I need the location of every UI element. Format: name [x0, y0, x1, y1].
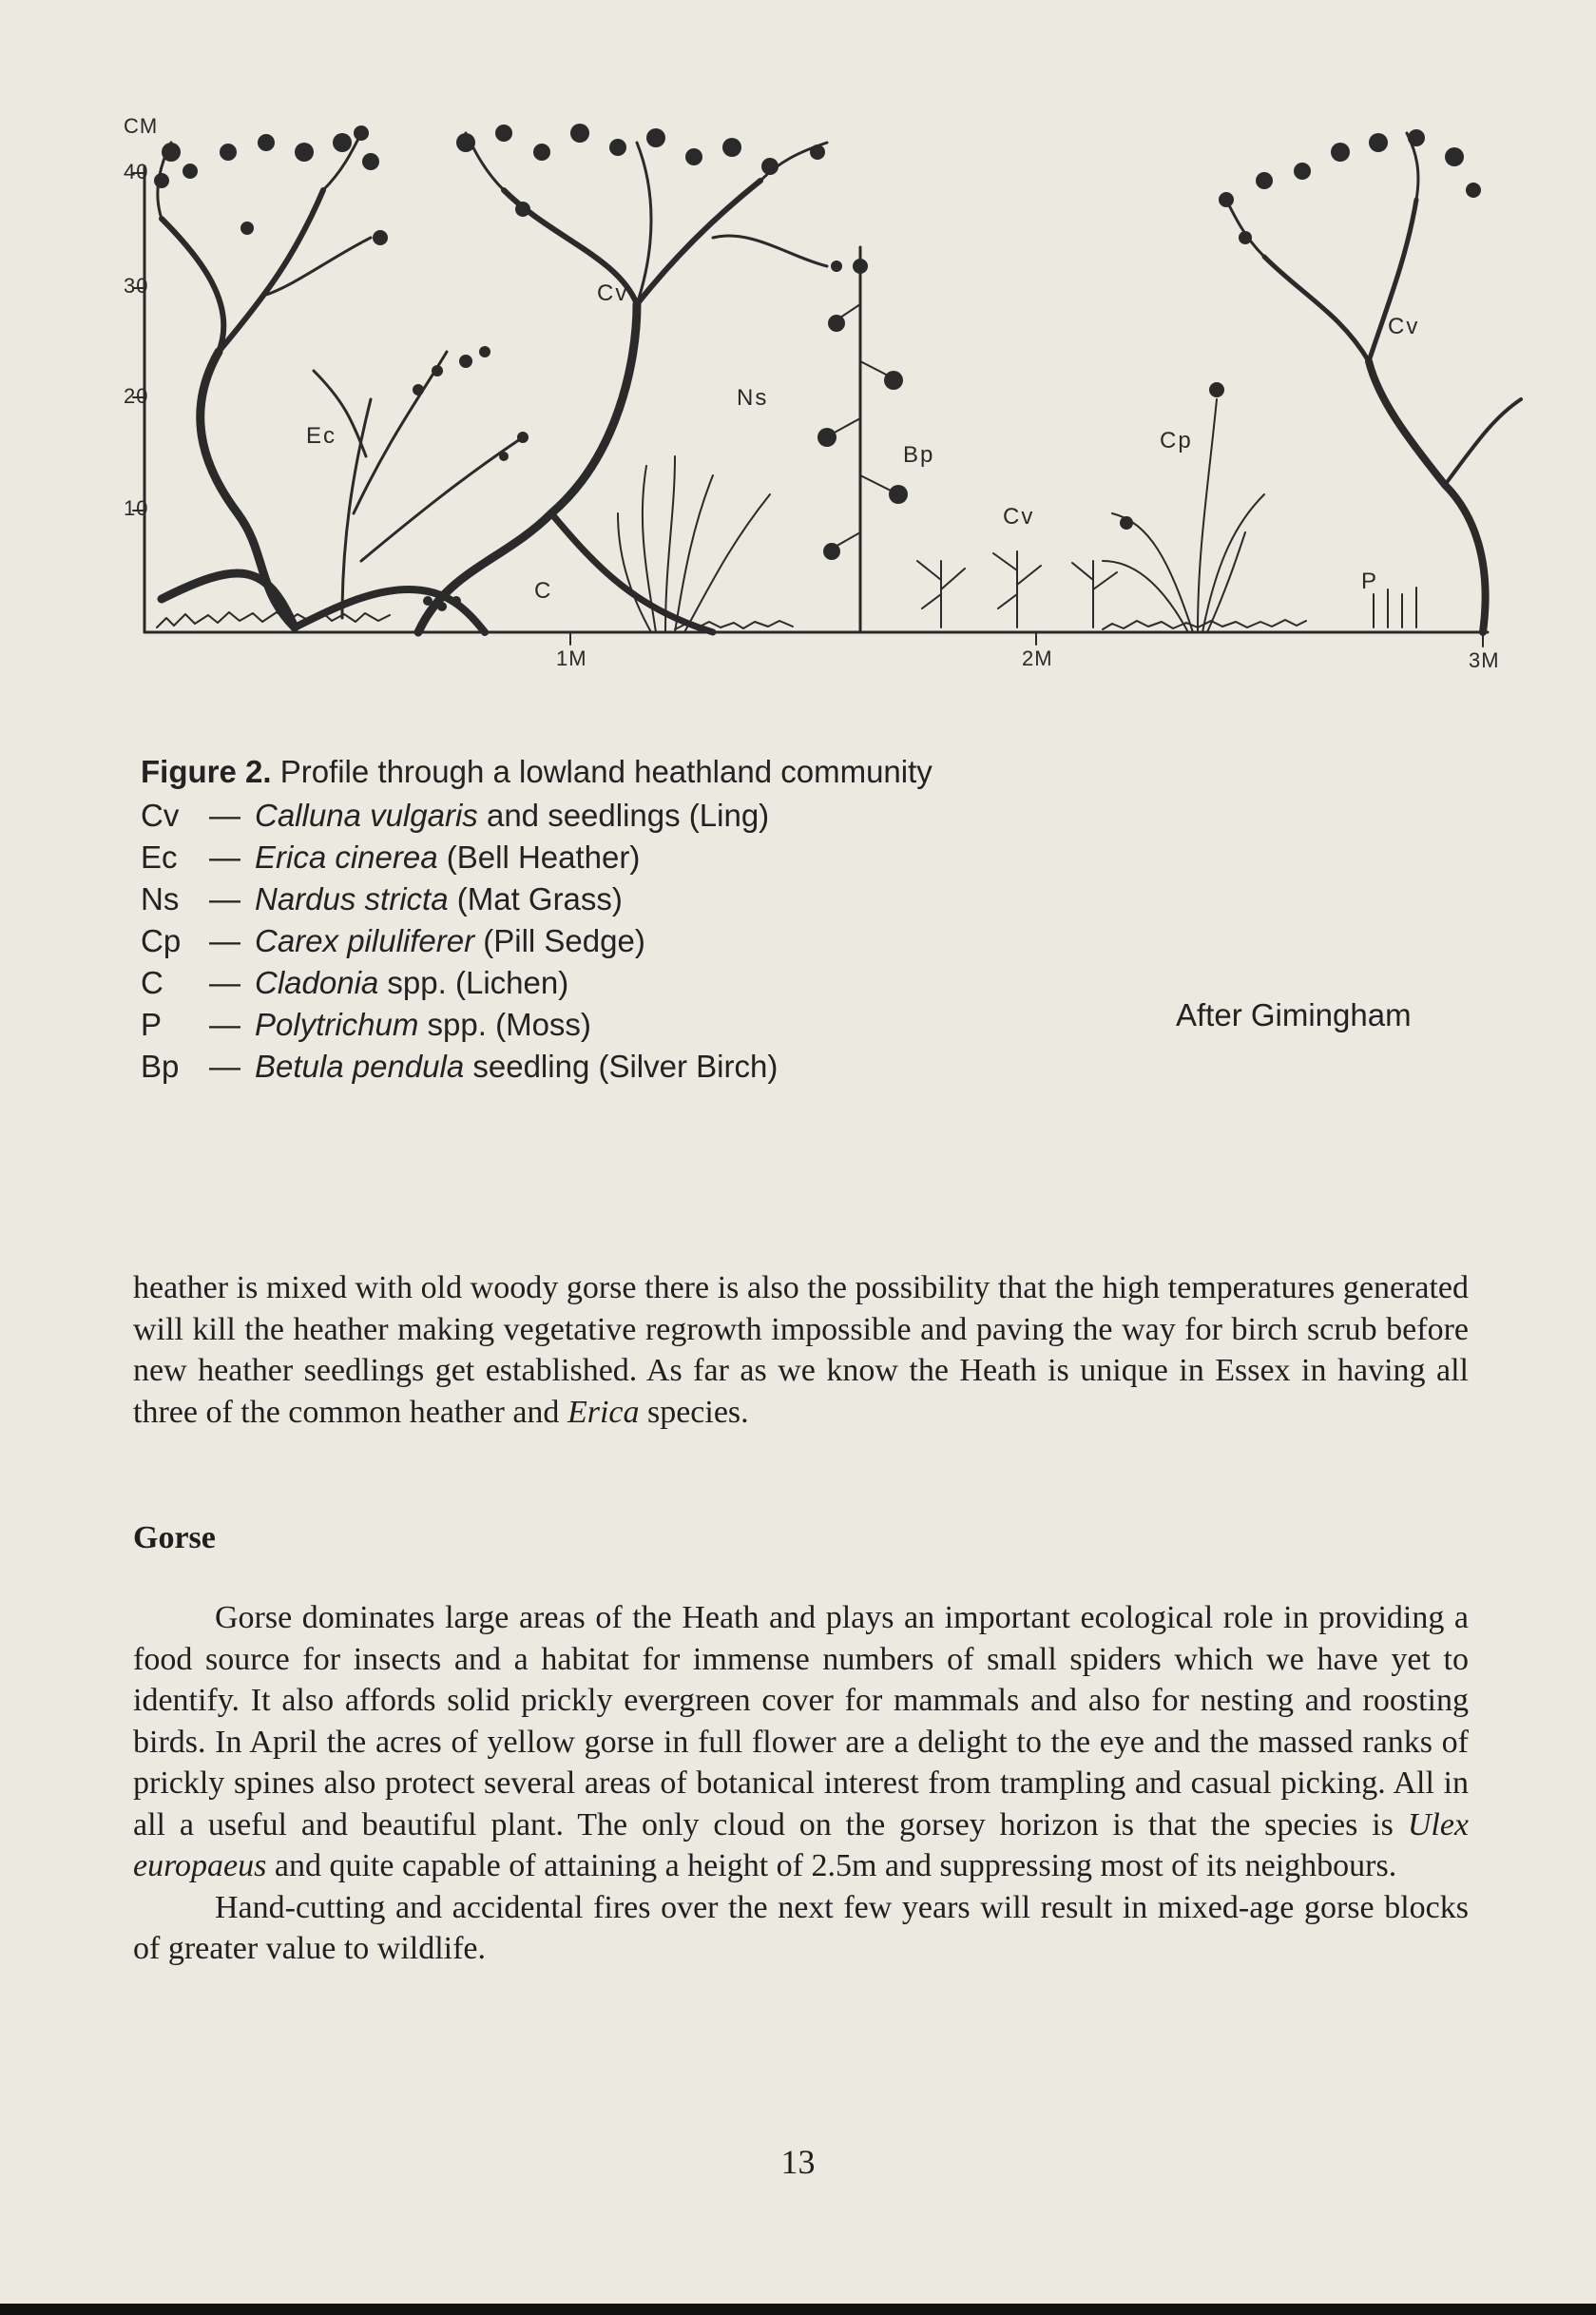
body-paragraph	[133, 1597, 1469, 1970]
label-bp: Bp	[903, 442, 935, 468]
key-species-name: Carex piluliferer	[255, 923, 475, 958]
x-tick-3m: 3M	[1469, 648, 1500, 672]
y-tick-10: 10	[124, 496, 149, 520]
figure-caption	[141, 751, 1490, 1088]
label-c: C	[534, 578, 553, 604]
key-species-name: Cladonia	[255, 965, 379, 1000]
heathland-profile-figure	[105, 114, 1549, 685]
paragraph-text: Hand-cutting and accidental fires over the next few years will result in mixed-age gorse blocks of greater value to wildlife.	[133, 1889, 1469, 1966]
key-species-name: Betula pendula	[255, 1049, 465, 1084]
label-cp: Cp	[1160, 428, 1193, 453]
caption-title-text: Profile through a lowland heathland community	[271, 754, 933, 789]
key-dash: —	[209, 839, 240, 875]
key-code: Ns	[141, 881, 180, 916]
key-common-name: (Bell Heather)	[437, 839, 641, 875]
key-common-name: spp. (Moss)	[418, 1007, 591, 1042]
key-dash: —	[209, 1007, 240, 1042]
x-tick-2m: 2M	[1022, 646, 1053, 670]
key-common-name: seedling (Silver Birch)	[464, 1049, 779, 1084]
caption-title	[141, 751, 1490, 793]
key-species-name: Polytrichum	[255, 1007, 419, 1042]
key-species-name: Calluna vulgaris	[255, 798, 478, 833]
key-code: Bp	[141, 1049, 180, 1084]
paragraph-text: heather is mixed with old woody gorse there is also the possibility that the high temperatures generated will kill the heather making vegetative regrowth impossible and paving the way for birch scrub before new heather seedlings get established. As far as we know the Heath is unique in Essex in having all three of the common heather and	[133, 1270, 1469, 1430]
y-tick-20: 20	[124, 384, 149, 408]
scan-bottom-edge	[0, 2304, 1596, 2315]
italic-species: Ulex europaeus	[133, 1806, 1469, 1883]
key-code: Cp	[141, 923, 182, 958]
page-number: 13	[780, 2143, 816, 2181]
axis-unit-label: CM	[124, 114, 159, 138]
label-cv-1: Cv	[597, 280, 629, 306]
paragraph-text: and quite capable of attaining a height of 2.5m and suppressing most of its neighbours.	[266, 1848, 1397, 1883]
y-tick-40: 40	[124, 160, 149, 183]
key-row	[141, 878, 1490, 920]
key-code: C	[141, 965, 163, 1000]
label-p: P	[1361, 569, 1379, 594]
key-row	[141, 795, 1490, 837]
label-ec: Ec	[306, 423, 337, 449]
key-common-name: and seedlings (Ling)	[477, 798, 770, 833]
key-dash: —	[209, 798, 240, 833]
key-dash: —	[209, 1049, 240, 1084]
figure-number: Figure 2.	[141, 754, 272, 789]
label-ns: Ns	[737, 385, 769, 411]
key-dash: —	[209, 923, 240, 958]
profile-drawing	[105, 114, 1549, 685]
label-cv-3: Cv	[1388, 314, 1420, 339]
key-common-name: spp. (Lichen)	[378, 965, 569, 1000]
key-row	[141, 837, 1490, 878]
key-species-name: Erica cinerea	[255, 839, 438, 875]
label-cv-2: Cv	[1003, 504, 1035, 530]
y-tick-30: 30	[124, 274, 149, 298]
key-common-name: (Mat Grass)	[448, 881, 623, 916]
body-paragraph	[133, 1267, 1469, 1433]
key-species-name: Nardus stricta	[255, 881, 449, 916]
key-code: Cv	[141, 798, 180, 833]
key-dash: —	[209, 881, 240, 916]
key-code: P	[141, 1007, 163, 1042]
key-row	[141, 920, 1490, 962]
key-code: Ec	[141, 839, 178, 875]
italic-genus: Erica	[567, 1394, 640, 1430]
key-dash: —	[209, 965, 240, 1000]
section-heading: Gorse	[133, 1520, 216, 1555]
x-tick-1m: 1M	[556, 646, 587, 670]
key-common-name: (Pill Sedge)	[474, 923, 645, 958]
paragraph-text: Gorse dominates large areas of the Heath and plays an important ecological role in providing a food source for insects and a habitat for immense numbers of small spiders which we have yet to identify. It also affords solid prickly evergreen cover for mammals and also for nesting and roosting birds. In April the acres of yellow gorse in full flower are a delight to the eye and the massed ranks of prickly spines also protect several areas of botanical interest from trampling and casual picking. All in all a useful and beautiful plant. The only cloud on the gorsey horizon is that the species is	[133, 1600, 1469, 1842]
paragraph-text: species.	[639, 1394, 749, 1430]
figure-credit: After Gimingham	[1176, 997, 1412, 1032]
key-row	[141, 1046, 1490, 1088]
